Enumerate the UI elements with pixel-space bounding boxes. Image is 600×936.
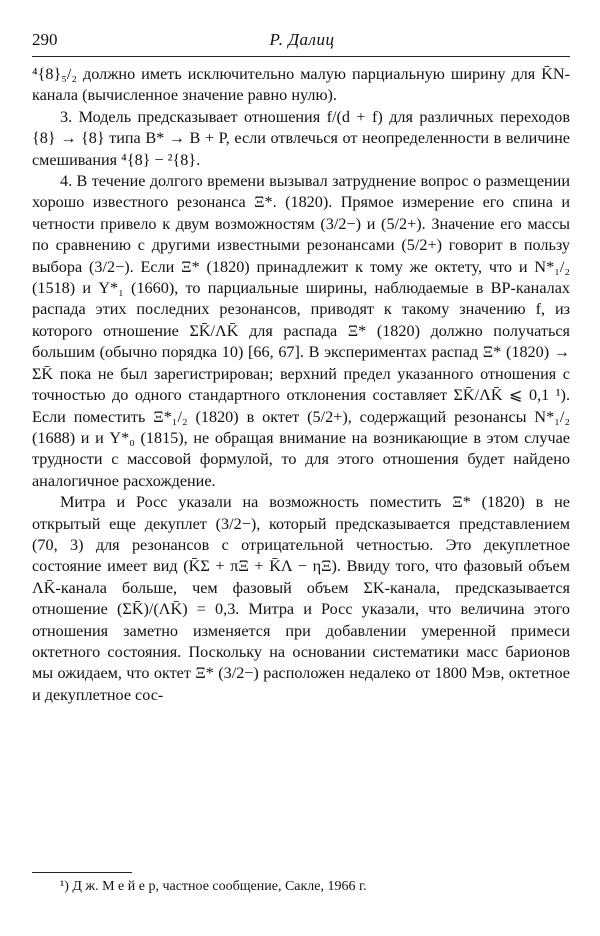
paragraph-item-4: 4. В течение долгого времени вызывал затруднение вопрос о размещении хорошо известного резонанса Ξ*. (1820). Прямое измерение его спина и четности привело к двум возможностям (3/2−) и (5/2+). Значение его массы по сравнению с другими известными резонансами (5/2+) говорит в пользу выбора (3/2−). Если Ξ* (1820) принадлежит к тому же октету, что и N*₁/₂ (1518) и Y*₁ (1660), то парциальные ширины, наблюдаемые в BP-каналах распада этих последних резонансов, приводят к такому значению f, из которого отношение ΣK̄/ΛK̄ для распада Ξ* (1820) должно получаться большим (обычно порядка 10) [66, 67]. В экспериментах распад Ξ* (1820) → ΣK̄ пока не был зарегистрирован; верхний предел указанного отношения с точностью до одного стандартного отклонения составляет ΣK̄/ΛK̄ ⩽ 0,1 ¹). Если поместить Ξ*₁/₂ (1820) в октет (5/2+), содержащий резонансы N*₁/₂ (1688) и и Y*₀ (1815), не обращая внимание на возникающие в этом случае трудности с массовой формулой, то для этого отношения будет найдено аналогичное расхождение. <box>32 172 570 490</box>
page-header <box>32 30 572 54</box>
footnote-rule <box>32 872 132 873</box>
header-rule <box>32 56 570 57</box>
paragraph-item-3: 3. Модель предсказывает отношения f/(d + f) для различных переходов {8} → {8} типа B* → B + P, если отвлечься от неопределенности в величине смешивания ⁴{8} − ²{8}. <box>32 107 570 169</box>
body-text <box>32 64 570 706</box>
footnote: ¹) Д ж. М е й е р, частное сообщение, Сакле, 1966 г. <box>60 879 367 894</box>
page-number: 290 <box>32 30 58 49</box>
running-head: Р. Далиц <box>269 30 335 49</box>
paragraph-mitra-ross: Митра и Росс указали на возможность поместить Ξ* (1820) в не открытый еще декуплет (3/2−), который предсказывается представлением (70, 3) для резонансов с отрицательной четностью. Это декуплетное состояние имеет вид (K̄Σ + πΞ + K̄Λ − ηΞ). Ввиду того, что фазовый объем ΛK̄-канала больше, чем фазовый объем ΣK-канала, предсказывается отношение (ΣK̄)/(ΛK̄) = 0,3. Митра и Росс указали, что величина этого отношения заметно изменяется при добавлении умеренной примеси октетного состояния. Поскольку на основании систематики масс барионов мы ожидаем, что октет Ξ* (3/2−) расположен недалеко от 1800 Мэв, октетное и декуплетное сос- <box>32 493 570 704</box>
paragraph-continuation: ⁴{8}₅/₂ должно иметь исключительно малую парциальную ширину для K̄N-канала (вычисленное значение равно нулю). <box>32 65 570 105</box>
